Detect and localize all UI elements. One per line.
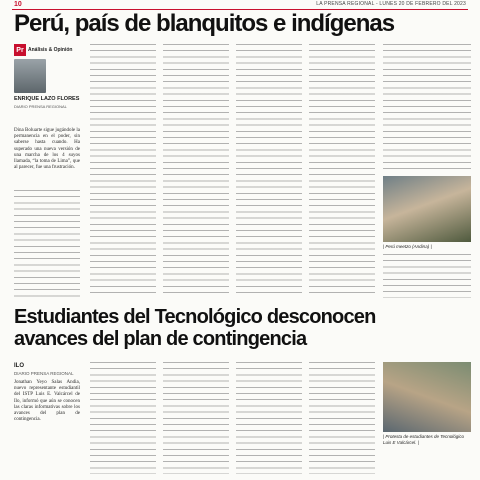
article-1-column-5	[309, 44, 375, 298]
article-2-lead: Jonathan Yeyo Salas Andia, nuevo representante estudiantil del ISTP Luis E. Valcárcel de Ilo, informó que aún se conocen las claras informativas sobre los avances del plan de contingencia.	[14, 380, 80, 423]
section-logo	[14, 44, 82, 56]
author-photo	[14, 59, 46, 93]
article-2-photo-caption: | Protesta de estudiantes de Tecnológico Luis E Valcárcel. |	[383, 434, 465, 445]
article-2-column-5	[309, 362, 375, 474]
article-2-column-3	[163, 362, 229, 474]
article-1-lead: Dina Boluarte sigue jugándole la permanencia en el poder, sin saberse hasta cuando. Ha superado una nueva versión de una marcha de los 4 suyos llamada, “la toma de Lima”, que al parecer, fue una frustración.	[14, 128, 80, 171]
article-1-column-6b	[383, 254, 471, 298]
article-1-column-4	[236, 44, 302, 298]
article-2-photo	[383, 362, 471, 432]
article-1-photo-caption: | Perú meetzo (Andina) |	[383, 244, 432, 249]
running-head: LA PRENSA REGIONAL - LUNES 20 DE FEBRERO DEL 2023	[316, 1, 466, 7]
section-label: Análisis & Opinión	[28, 47, 73, 53]
article-1-column-1	[14, 190, 80, 298]
article-1-headline: Perú, país de blanquitos e indígenas	[14, 10, 395, 37]
article-2-column-2	[90, 362, 156, 474]
section-logo-icon: Pr	[14, 44, 26, 56]
article-2-affiliation: DIARIO PRENSA REGIONAL	[14, 371, 74, 376]
article-2-byline: ILO	[14, 363, 24, 369]
article-1-column-3	[163, 44, 229, 298]
article-1-column-6	[383, 44, 471, 172]
article-1-column-2	[90, 44, 156, 298]
page-header	[0, 0, 480, 10]
article-2-headline: Estudiantes del Tecnológico desconocen avances del plan de contingencia	[14, 306, 376, 350]
article-1-sidebar	[14, 44, 82, 109]
article-1-photo	[383, 176, 471, 242]
page-number: 10	[14, 1, 22, 8]
article-2-column-4	[236, 362, 302, 474]
author-affiliation: DIARIO PRENSA REGIONAL	[14, 103, 67, 109]
author-name: ENRIQUE LAZO FLORES	[14, 96, 80, 102]
